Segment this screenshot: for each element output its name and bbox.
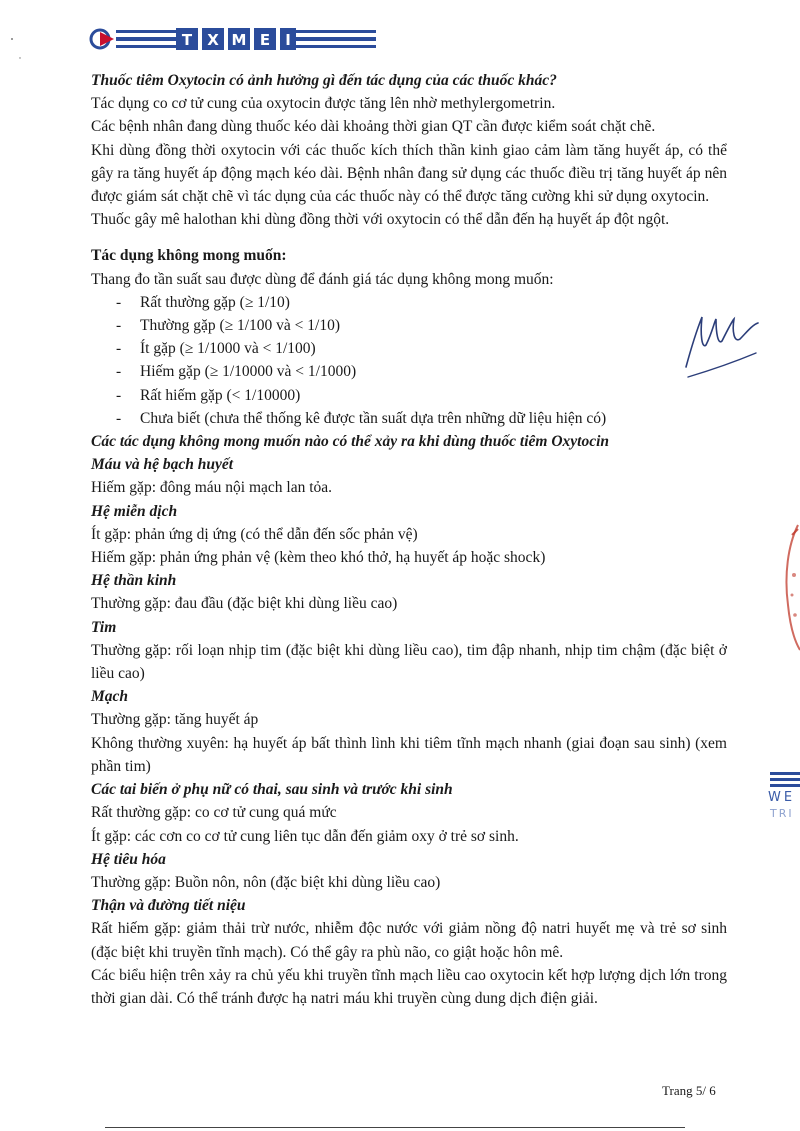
document-body [91, 69, 727, 1010]
edge-logo-text-1: WE [768, 790, 796, 805]
nervous-line-1: Thường gặp: đau đầu (đặc biệt khi dùng liều cao) [91, 595, 398, 613]
interaction-paragraph-1: Tác dụng co cơ tử cung của oxytocin được tăng lên nhờ methylergometrin. [91, 95, 556, 113]
immune-section-heading: Hệ miễn dịch [91, 502, 178, 520]
frequency-item: - Rất hiếm gặp (< 1/10000) [91, 384, 727, 407]
digestive-line-1: Thường gặp: Buồn nôn, nôn (đặc biệt khi dùng liều cao) [91, 873, 441, 891]
frequency-item: - Thường gặp (≥ 1/100 và < 1/10) [91, 314, 727, 337]
interaction-heading: Thuốc tiêm Oxytocin có ảnh hưởng gì đến tác dụng của các thuốc khác? [91, 72, 557, 89]
interaction-paragraph-4: Thuốc gây mê halothan khi dùng đồng thời với oxytocin có thể dẫn đến hạ huyết áp đột ngột. [91, 211, 670, 229]
pregnancy-section-heading: Các tai biến ở phụ nữ có thai, sau sinh và trước khi sinh [91, 781, 453, 799]
logo-letter-1: T [181, 31, 193, 49]
company-logo [88, 26, 378, 52]
frequency-scale-intro: Thang đo tần suất sau được dùng để đánh giá tác dụng không mong muốn: [91, 270, 554, 288]
page-number: Trang 5/ 6 [662, 1083, 716, 1098]
renal-line-2: Các biểu hiện trên xảy ra chủ yếu khi truyền tĩnh mạch liều cao oxytocin kết hợp lượng dịch lớn trong thời gian dài. Có thể tránh được hạ natri máu khi truyền cùng dung dịch điện giải. [91, 966, 727, 1007]
vascular-line-2: Không thường xuyên: hạ huyết áp bất thình lình khi tiêm tĩnh mạch nhanh (giai đoạn sau sinh) (xem phần tim) [91, 734, 727, 775]
adverse-effects-heading: Tác dụng không mong muốn: [91, 247, 287, 265]
heart-section-heading: Tim [91, 618, 117, 636]
blood-section-heading: Máu và hệ bạch huyết [91, 456, 234, 474]
blood-line-1: Hiếm gặp: đông máu nội mạch lan tỏa. [91, 479, 333, 497]
interaction-paragraph-2: Các bệnh nhân đang dùng thuốc kéo dài khoảng thời gian QT cần được kiểm soát chặt chẽ. [91, 118, 656, 136]
logo-letter-4: E [259, 31, 271, 49]
renal-section-heading: Thận và đường tiết niệu [91, 897, 246, 915]
vascular-line-1: Thường gặp: tăng huyết áp [91, 711, 259, 729]
scan-speck-marks [8, 36, 38, 66]
pregnancy-line-2: Ít gặp: các cơn co cơ tử cung liên tục dẫn đến giảm oxy ở trẻ sơ sinh. [91, 827, 519, 845]
edge-logo-fragment [766, 770, 800, 826]
edge-logo-text-2: TRI [770, 807, 794, 820]
frequency-item: - Chưa biết (chưa thể thống kê được tần suất dựa trên những dữ liệu hiện có) [91, 407, 727, 430]
frequency-item: - Hiếm gặp (≥ 1/10000 và < 1/1000) [91, 360, 727, 383]
digestive-section-heading: Hệ tiêu hóa [91, 850, 166, 868]
immune-line-2: Hiếm gặp: phản ứng phản vệ (kèm theo khó thở, hạ huyết áp hoặc shock) [91, 549, 546, 567]
logo-letter-5: I [285, 31, 291, 49]
frequency-item: - Ít gặp (≥ 1/1000 và < 1/100) [91, 337, 727, 360]
frequency-item: - Rất thường gặp (≥ 1/10) [91, 291, 727, 314]
nervous-section-heading: Hệ thần kinh [91, 572, 177, 590]
frequency-list [91, 291, 727, 430]
interaction-paragraph-3: Khi dùng đồng thời oxytocin với các thuốc kích thích thần kinh giao cảm làm tăng huyết áp, có thể gây ra tăng huyết áp động mạch kéo dài. Bệnh nhân đang sử dụng các thuốc điều trị tăng huyết áp nên được giám sát chặt chẽ vì tác dụng của các thuốc này có thể được tăng cường khi sử dụng oxytocin. [91, 141, 727, 206]
immune-line-1: Ít gặp: phản ứng dị ứng (có thể dẫn đến sốc phản vệ) [91, 525, 418, 543]
vascular-section-heading: Mạch [91, 688, 129, 706]
adverse-effects-subheading: Các tác dụng không mong muốn nào có thể xảy ra khi dùng thuốc tiêm Oxytocin [91, 433, 610, 451]
bottom-divider [105, 1127, 685, 1128]
pregnancy-line-1: Rất thường gặp: co cơ tử cung quá mức [91, 804, 337, 822]
logo-letter-3: M [231, 31, 247, 49]
stamp-fragment [770, 515, 800, 655]
renal-line-1: Rất hiếm gặp: giảm thải trừ nước, nhiễm độc nước với giảm nồng độ natri huyết mẹ và trẻ sơ sinh (đặc biệt khi truyền tĩnh mạch). Có thể gây ra phù não, co giật hoặc hôn mê. [91, 920, 727, 961]
heart-line-1: Thường gặp: rối loạn nhịp tim (đặc biệt khi dùng liều cao), tim đập nhanh, nhịp tim chậm (đặc biệt ở liều cao) [91, 641, 727, 683]
logo-letter-2: X [207, 31, 219, 49]
handwritten-signature [672, 305, 768, 383]
